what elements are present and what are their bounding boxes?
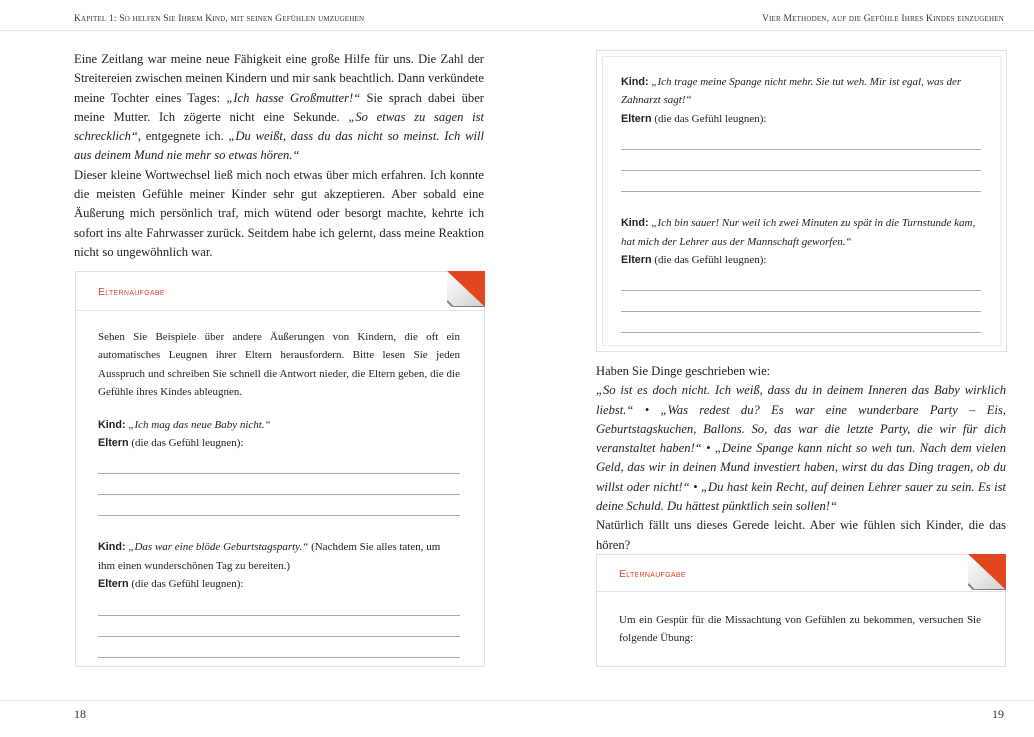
page-corner-icon <box>968 554 1006 590</box>
eltern-note: (die das Gefühl leugnen): <box>131 437 244 450</box>
child-quote: „Ich trage meine Spange nicht mehr. Sie tut weh. Mir ist egal, was der Zahnarzt sagt!“ <box>621 76 962 107</box>
answer-line[interactable] <box>621 170 981 171</box>
footer-rule <box>0 700 1034 701</box>
exercise-item <box>621 73 981 192</box>
eltern-note: (die das Gefühl leugnen): <box>654 112 767 125</box>
eltern-label: Eltern <box>98 437 129 450</box>
right-page-body <box>596 362 1006 555</box>
running-head-right: Vier Methoden, auf die Gefühle Ihres Kindes einzugehen <box>761 14 1004 24</box>
paragraph-2: Dieser kleine Wortwechsel ließ mich noch etwas über mich erfahren. Ich konnte die meisten Gefühle meiner Kinder sehr gut akzeptieren. Aber sobald eine Äußerung mich persönlich traf, mich wütend oder besorgt machte, kehrte ich sofort ins alte Fahrwasser zurück. Seitdem habe ich gelernt, dass meine Reaktion nicht so ungewöhnlich war. <box>74 167 484 259</box>
kind-label: Kind: <box>621 76 649 88</box>
situation-note: (Nachdem Sie alles taten, um ihm einen wunderschönen Tag zu bereiten.) <box>98 541 441 572</box>
page-corner-icon <box>447 271 485 307</box>
exercise-item <box>98 416 460 517</box>
answer-line[interactable] <box>98 636 460 637</box>
lead-in: Haben Sie Dinge geschrieben wie: <box>596 364 771 378</box>
header-rule <box>0 30 1034 31</box>
page-number-right: 19 <box>992 707 1004 721</box>
eltern-note: (die das Gefühl leugnen): <box>654 254 767 267</box>
task-box-title: Elternaufgabe <box>98 286 165 298</box>
parent-task-box-left <box>75 271 485 667</box>
left-page-body <box>74 50 484 262</box>
text-run: Sie sprach dabei über meine Mutter. Ich zögerte nicht eine Sekunde. <box>74 90 484 124</box>
task-intro: Um ein Gespür für die Missachtung von Gefühlen zu bekommen, versuchen Sie folgende Übung: <box>619 614 981 645</box>
answer-line[interactable] <box>98 473 460 474</box>
exercise-item <box>621 214 981 333</box>
kind-label: Kind: <box>98 541 126 554</box>
text-run: Eine Zeitlang war meine neue Fähigkeit eine große Hilfe für uns. Die Zahl der Streitereien zwischen meinen Kindern und mir sank beachtlich. Dann verkündete meine Tochter eines Tages: <box>74 52 484 105</box>
task-box-content <box>619 611 981 648</box>
eltern-label: Eltern <box>621 112 652 125</box>
task-box-content <box>98 328 460 658</box>
eltern-label: Eltern <box>98 578 129 591</box>
child-quote: „Das war eine blöde Geburtstagsparty.“ <box>128 541 309 554</box>
answer-line[interactable] <box>621 149 981 150</box>
answer-line[interactable] <box>98 615 460 616</box>
eltern-note: (die das Gefühl leugnen): <box>131 578 244 591</box>
answer-line[interactable] <box>98 494 460 495</box>
quote-run: „So etwas zu sagen ist schrecklich“ <box>74 109 484 144</box>
task-box-title: Elternaufgabe <box>619 568 686 580</box>
child-quote: „Ich mag das neue Baby nicht.“ <box>128 418 271 431</box>
closing-paragraph: Natürlich fällt uns dieses Gerede leicht. Aber wie fühlen sich Kinder, die das hören? <box>596 518 1006 552</box>
child-quote: „Ich bin sauer! Nur weil ich zwei Minuten zu spät in die Turnstunde kam, hat mich der Lehrer aus der Mannschaft geworfen.“ <box>621 217 976 248</box>
answer-line[interactable] <box>621 311 981 312</box>
parent-task-box-right <box>596 554 1006 667</box>
exercise-item <box>98 538 460 657</box>
eltern-label: Eltern <box>621 254 652 267</box>
quote-run: „Ich hasse Großmutter!“ <box>226 90 361 105</box>
task-intro: Sehen Sie Beispiele über andere Äußerungen von Kindern, die oft ein automatisches Leugnen ihrer Eltern herausfordern. Bitte lesen Sie jeden Ausspruch und schreiben Sie schnell die Antwort nieder, die Eltern geben, die die Gefühle ihres Kindes ableugnen. <box>98 331 460 399</box>
answer-line[interactable] <box>621 290 981 291</box>
text-run: , entgegnete ich. <box>137 129 229 144</box>
paragraph-1 <box>74 50 484 166</box>
kind-label: Kind: <box>621 217 649 230</box>
page-number-left: 18 <box>74 707 86 721</box>
task-box-content <box>621 73 981 333</box>
answer-line[interactable] <box>98 657 460 658</box>
running-head-left: Kapitel 1: So helfen Sie Ihrem Kind, mit seinen Gefühlen umzugehen <box>74 14 365 24</box>
kind-label: Kind: <box>98 418 126 431</box>
example-answers: „So ist es doch nicht. Ich weiß, dass du in deinem Inneren das Baby wirklich liebst.“ • „Was redest du? Es war eine wunderbare Party – Eis, Geburtstagskuchen, Ballons. So, das war die letzte Party, die wir für dich veranstaltet haben!“ • „Deine Spange kann nicht so weh tun. Nach dem vielen Geld, das wir in deinen Mund investiert haben, wirst du das Ding tragen, ob du willst oder nicht!“ • „Du hast kein Recht, auf deinen Lehrer sauer zu sein. Es ist deine Schuld. Du hättest pünktlich sein sollen!“ <box>596 383 1006 514</box>
answer-line[interactable] <box>621 332 981 333</box>
parent-task-box-continued <box>596 50 1007 352</box>
task-box-header <box>76 272 484 311</box>
quote-run: „Du weißt, dass du das nicht so meinst. Ich will aus deinem Mund nie mehr so etwas hören.“ <box>74 129 484 163</box>
task-box-header <box>597 555 1005 592</box>
